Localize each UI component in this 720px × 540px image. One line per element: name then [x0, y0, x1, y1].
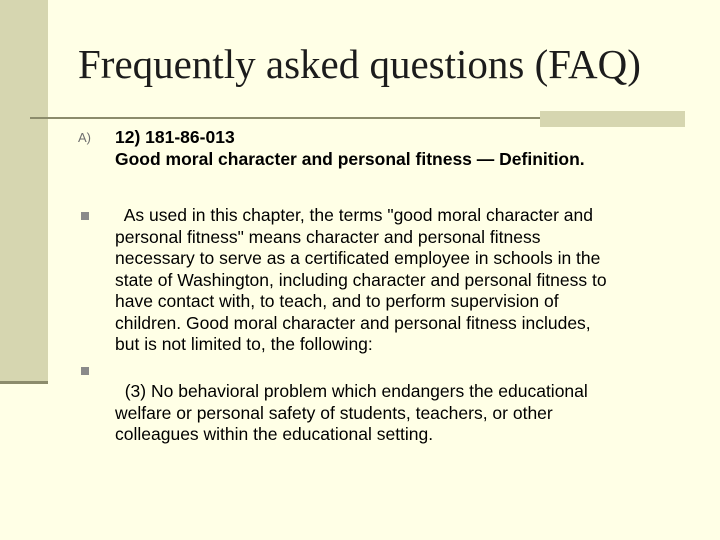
bullet-square-icon — [81, 212, 89, 220]
left-decorative-bar — [0, 0, 48, 384]
bullet-square-icon — [81, 367, 89, 375]
definition-line: children. Good moral character and personal fitness includes, — [115, 312, 591, 333]
definition-line: As used in this chapter, the terms "good moral character and — [115, 205, 593, 225]
definition-line: necessary to serve as a certificated employee in schools in the — [115, 248, 601, 268]
list-item-criterion — [115, 381, 685, 446]
definition-line: state of Washington, including character and personal fitness to — [115, 269, 607, 290]
slide-title: Frequently asked questions (FAQ) — [78, 41, 641, 87]
title-underline — [30, 117, 540, 119]
regulation-number: 12) 181-86-013 — [115, 127, 235, 147]
left-bar-divider — [0, 381, 48, 384]
definition-line: have contact with, to teach, and to perform supervision of — [115, 291, 559, 311]
title-underline-accent — [540, 111, 685, 127]
list-item-regulation — [115, 127, 685, 170]
list-item-definition — [115, 205, 685, 356]
regulation-heading: Good moral character and personal fitness — Definition. — [115, 148, 585, 169]
definition-line: personal fitness" means character and personal fitness — [115, 226, 541, 247]
list-marker-a: A) — [78, 130, 91, 145]
criterion-line: (3) No behavioral problem which endangers the educational — [115, 381, 588, 401]
criterion-line: colleagues within the educational setting. — [115, 424, 434, 444]
definition-line: but is not limited to, the following: — [115, 334, 373, 354]
criterion-line: welfare or personal safety of students, teachers, or other — [115, 402, 553, 423]
